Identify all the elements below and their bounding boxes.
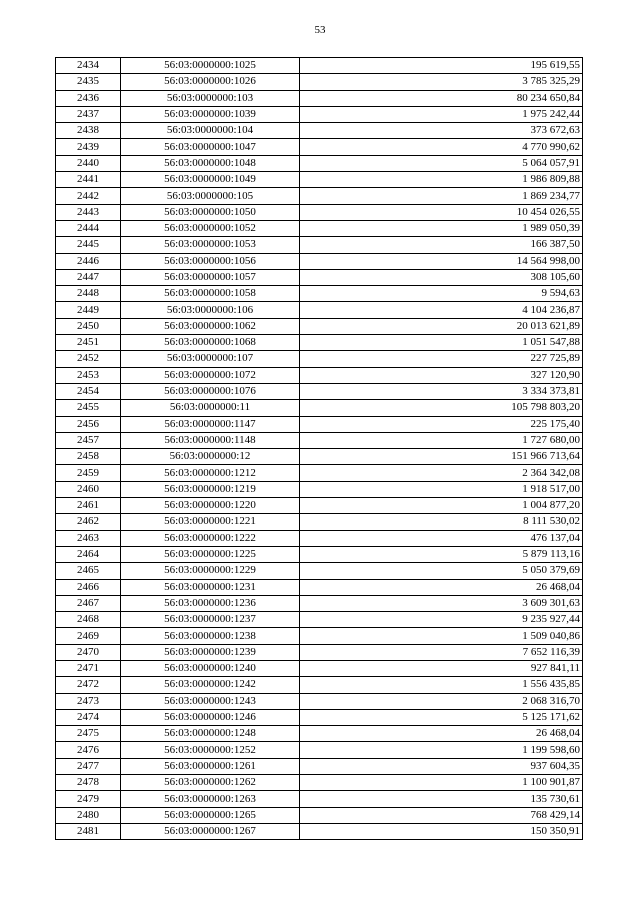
cadastral-number-cell: 56:03:0000000:1147: [121, 416, 300, 432]
cadastral-number-cell: 56:03:0000000:11: [121, 400, 300, 416]
cadastral-value-table: [55, 57, 583, 840]
cadastral-number-cell: 56:03:0000000:1229: [121, 563, 300, 579]
table-row: [56, 237, 583, 253]
row-number-cell: 2456: [56, 416, 121, 432]
table-row: [56, 253, 583, 269]
row-number-cell: 2478: [56, 775, 121, 791]
cadastral-number-cell: 56:03:0000000:1265: [121, 807, 300, 823]
row-number-cell: 2450: [56, 318, 121, 334]
cadastral-value-cell: 476 137,04: [300, 530, 583, 546]
cadastral-value-cell: 308 105,60: [300, 269, 583, 285]
row-number-cell: 2443: [56, 204, 121, 220]
cadastral-value-cell: 225 175,40: [300, 416, 583, 432]
cadastral-value-cell: 80 234 650,84: [300, 90, 583, 106]
row-number-cell: 2465: [56, 563, 121, 579]
cadastral-number-cell: 56:03:0000000:1068: [121, 335, 300, 351]
table-row: [56, 188, 583, 204]
cadastral-number-cell: 56:03:0000000:1236: [121, 595, 300, 611]
cadastral-number-cell: 56:03:0000000:1262: [121, 775, 300, 791]
table-row: [56, 791, 583, 807]
table-row: [56, 74, 583, 90]
cadastral-number-cell: 56:03:0000000:1243: [121, 693, 300, 709]
row-number-cell: 2438: [56, 123, 121, 139]
row-number-cell: 2463: [56, 530, 121, 546]
cadastral-value-cell: 1 199 598,60: [300, 742, 583, 758]
row-number-cell: 2447: [56, 269, 121, 285]
table-row: [56, 563, 583, 579]
row-number-cell: 2444: [56, 220, 121, 236]
cadastral-number-cell: 56:03:0000000:1050: [121, 204, 300, 220]
cadastral-value-cell: 2 068 316,70: [300, 693, 583, 709]
table-row: [56, 383, 583, 399]
cadastral-value-cell: 10 454 026,55: [300, 204, 583, 220]
cadastral-value-cell: 14 564 998,00: [300, 253, 583, 269]
table-row: [56, 335, 583, 351]
row-number-cell: 2453: [56, 367, 121, 383]
table-row: [56, 155, 583, 171]
cadastral-value-cell: 1 051 547,88: [300, 335, 583, 351]
cadastral-number-cell: 56:03:0000000:1049: [121, 172, 300, 188]
cadastral-number-cell: 56:03:0000000:1261: [121, 758, 300, 774]
cadastral-value-cell: 3 785 325,29: [300, 74, 583, 90]
cadastral-number-cell: 56:03:0000000:1248: [121, 726, 300, 742]
table-row: [56, 514, 583, 530]
row-number-cell: 2481: [56, 823, 121, 839]
table-row: [56, 286, 583, 302]
cadastral-number-cell: 56:03:0000000:104: [121, 123, 300, 139]
cadastral-value-cell: 5 050 379,69: [300, 563, 583, 579]
row-number-cell: 2440: [56, 155, 121, 171]
cadastral-value-cell: 327 120,90: [300, 367, 583, 383]
row-number-cell: 2460: [56, 481, 121, 497]
table-row: [56, 269, 583, 285]
row-number-cell: 2472: [56, 677, 121, 693]
cadastral-value-cell: 151 966 713,64: [300, 449, 583, 465]
table-row: [56, 498, 583, 514]
cadastral-number-cell: 56:03:0000000:1039: [121, 106, 300, 122]
cadastral-value-cell: 373 672,63: [300, 123, 583, 139]
row-number-cell: 2461: [56, 498, 121, 514]
table-row: [56, 546, 583, 562]
cadastral-value-cell: 150 350,91: [300, 823, 583, 839]
cadastral-number-cell: 56:03:0000000:1242: [121, 677, 300, 693]
table-row: [56, 123, 583, 139]
row-number-cell: 2470: [56, 644, 121, 660]
cadastral-number-cell: 56:03:0000000:12: [121, 449, 300, 465]
row-number-cell: 2451: [56, 335, 121, 351]
cadastral-value-cell: 26 468,04: [300, 579, 583, 595]
table-row: [56, 612, 583, 628]
row-number-cell: 2454: [56, 383, 121, 399]
table-row: [56, 90, 583, 106]
cadastral-value-cell: 768 429,14: [300, 807, 583, 823]
row-number-cell: 2469: [56, 628, 121, 644]
row-number-cell: 2473: [56, 693, 121, 709]
cadastral-number-cell: 56:03:0000000:1240: [121, 660, 300, 676]
table-row: [56, 693, 583, 709]
cadastral-number-cell: 56:03:0000000:1057: [121, 269, 300, 285]
cadastral-number-cell: 56:03:0000000:103: [121, 90, 300, 106]
table-row: [56, 318, 583, 334]
cadastral-value-cell: 1 869 234,77: [300, 188, 583, 204]
table-row: [56, 530, 583, 546]
cadastral-number-cell: 56:03:0000000:1025: [121, 58, 300, 74]
cadastral-value-cell: 166 387,50: [300, 237, 583, 253]
cadastral-value-cell: 9 594,63: [300, 286, 583, 302]
row-number-cell: 2455: [56, 400, 121, 416]
row-number-cell: 2437: [56, 106, 121, 122]
row-number-cell: 2480: [56, 807, 121, 823]
cadastral-number-cell: 56:03:0000000:1220: [121, 498, 300, 514]
cadastral-number-cell: 56:03:0000000:1056: [121, 253, 300, 269]
cadastral-number-cell: 56:03:0000000:1047: [121, 139, 300, 155]
row-number-cell: 2445: [56, 237, 121, 253]
row-number-cell: 2479: [56, 791, 121, 807]
table-row: [56, 726, 583, 742]
cadastral-number-cell: 56:03:0000000:1246: [121, 709, 300, 725]
table-row: [56, 481, 583, 497]
table-row: [56, 302, 583, 318]
cadastral-number-cell: 56:03:0000000:1231: [121, 579, 300, 595]
row-number-cell: 2462: [56, 514, 121, 530]
table-row: [56, 465, 583, 481]
cadastral-value-cell: 26 468,04: [300, 726, 583, 742]
table-body: [56, 58, 583, 840]
row-number-cell: 2449: [56, 302, 121, 318]
row-number-cell: 2459: [56, 465, 121, 481]
table-row: [56, 106, 583, 122]
cadastral-value-cell: 1 975 242,44: [300, 106, 583, 122]
cadastral-value-cell: 5 064 057,91: [300, 155, 583, 171]
cadastral-number-cell: 56:03:0000000:1222: [121, 530, 300, 546]
cadastral-number-cell: 56:03:0000000:1048: [121, 155, 300, 171]
cadastral-number-cell: 56:03:0000000:1212: [121, 465, 300, 481]
cadastral-value-cell: 927 841,11: [300, 660, 583, 676]
cadastral-number-cell: 56:03:0000000:1267: [121, 823, 300, 839]
table-row: [56, 172, 583, 188]
cadastral-number-cell: 56:03:0000000:105: [121, 188, 300, 204]
cadastral-value-cell: 227 725,89: [300, 351, 583, 367]
cadastral-value-cell: 1 989 050,39: [300, 220, 583, 236]
table-row: [56, 807, 583, 823]
row-number-cell: 2457: [56, 432, 121, 448]
cadastral-number-cell: 56:03:0000000:1252: [121, 742, 300, 758]
cadastral-number-cell: 56:03:0000000:1062: [121, 318, 300, 334]
table-row: [56, 579, 583, 595]
table-row: [56, 677, 583, 693]
row-number-cell: 2475: [56, 726, 121, 742]
cadastral-value-cell: 2 364 342,08: [300, 465, 583, 481]
cadastral-value-cell: 1 918 517,00: [300, 481, 583, 497]
row-number-cell: 2441: [56, 172, 121, 188]
cadastral-number-cell: 56:03:0000000:1076: [121, 383, 300, 399]
row-number-cell: 2466: [56, 579, 121, 595]
cadastral-number-cell: 56:03:0000000:1148: [121, 432, 300, 448]
cadastral-value-cell: 3 609 301,63: [300, 595, 583, 611]
row-number-cell: 2435: [56, 74, 121, 90]
row-number-cell: 2464: [56, 546, 121, 562]
cadastral-value-cell: 4 770 990,62: [300, 139, 583, 155]
cadastral-value-cell: 135 730,61: [300, 791, 583, 807]
row-number-cell: 2474: [56, 709, 121, 725]
cadastral-number-cell: 56:03:0000000:1052: [121, 220, 300, 236]
row-number-cell: 2436: [56, 90, 121, 106]
cadastral-value-cell: 105 798 803,20: [300, 400, 583, 416]
table-row: [56, 758, 583, 774]
table-row: [56, 644, 583, 660]
cadastral-value-cell: 937 604,35: [300, 758, 583, 774]
cadastral-number-cell: 56:03:0000000:1225: [121, 546, 300, 562]
table-row: [56, 823, 583, 839]
cadastral-number-cell: 56:03:0000000:1263: [121, 791, 300, 807]
table-row: [56, 204, 583, 220]
cadastral-number-cell: 56:03:0000000:1058: [121, 286, 300, 302]
table-row: [56, 742, 583, 758]
cadastral-value-cell: 1 509 040,86: [300, 628, 583, 644]
table-row: [56, 628, 583, 644]
table-row: [56, 660, 583, 676]
cadastral-number-cell: 56:03:0000000:1221: [121, 514, 300, 530]
table-row: [56, 449, 583, 465]
table-row: [56, 432, 583, 448]
row-number-cell: 2452: [56, 351, 121, 367]
cadastral-number-cell: 56:03:0000000:107: [121, 351, 300, 367]
cadastral-value-cell: 1 727 680,00: [300, 432, 583, 448]
table-row: [56, 139, 583, 155]
cadastral-value-cell: 7 652 116,39: [300, 644, 583, 660]
row-number-cell: 2477: [56, 758, 121, 774]
cadastral-value-cell: 20 013 621,89: [300, 318, 583, 334]
cadastral-value-cell: 3 334 373,81: [300, 383, 583, 399]
cadastral-number-cell: 56:03:0000000:1239: [121, 644, 300, 660]
table-row: [56, 220, 583, 236]
row-number-cell: 2476: [56, 742, 121, 758]
table-row: [56, 775, 583, 791]
table-row: [56, 400, 583, 416]
cadastral-number-cell: 56:03:0000000:1072: [121, 367, 300, 383]
page-number: 53: [314, 24, 326, 36]
table-row: [56, 416, 583, 432]
cadastral-number-cell: 56:03:0000000:1238: [121, 628, 300, 644]
cadastral-number-cell: 56:03:0000000:106: [121, 302, 300, 318]
cadastral-value-cell: 1 100 901,87: [300, 775, 583, 791]
cadastral-value-cell: 8 111 530,02: [300, 514, 583, 530]
row-number-cell: 2471: [56, 660, 121, 676]
row-number-cell: 2442: [56, 188, 121, 204]
row-number-cell: 2467: [56, 595, 121, 611]
row-number-cell: 2434: [56, 58, 121, 74]
cadastral-value-cell: 1 986 809,88: [300, 172, 583, 188]
table-row: [56, 351, 583, 367]
cadastral-value-cell: 5 125 171,62: [300, 709, 583, 725]
table-row: [56, 367, 583, 383]
row-number-cell: 2446: [56, 253, 121, 269]
row-number-cell: 2458: [56, 449, 121, 465]
table-row: [56, 58, 583, 74]
row-number-cell: 2448: [56, 286, 121, 302]
cadastral-number-cell: 56:03:0000000:1219: [121, 481, 300, 497]
row-number-cell: 2468: [56, 612, 121, 628]
row-number-cell: 2439: [56, 139, 121, 155]
cadastral-value-cell: 1 556 435,85: [300, 677, 583, 693]
cadastral-number-cell: 56:03:0000000:1053: [121, 237, 300, 253]
cadastral-value-cell: 1 004 877,20: [300, 498, 583, 514]
table-row: [56, 595, 583, 611]
table-row: [56, 709, 583, 725]
cadastral-value-cell: 4 104 236,87: [300, 302, 583, 318]
cadastral-value-cell: 195 619,55: [300, 58, 583, 74]
cadastral-value-cell: 5 879 113,16: [300, 546, 583, 562]
cadastral-number-cell: 56:03:0000000:1237: [121, 612, 300, 628]
cadastral-number-cell: 56:03:0000000:1026: [121, 74, 300, 90]
cadastral-value-cell: 9 235 927,44: [300, 612, 583, 628]
